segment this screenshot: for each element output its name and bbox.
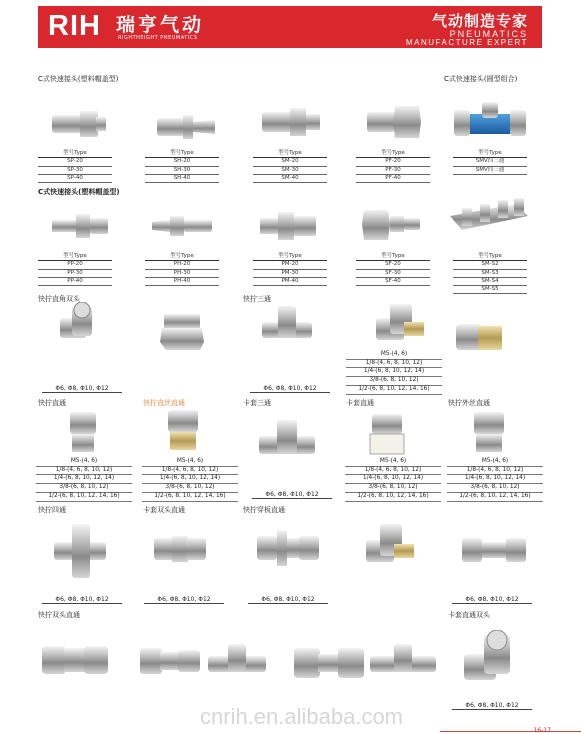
thread-spec-ferrule-straight: M5-(4, 6) 1/8-(4, 6, 8, 10, 12) 1/4-(6, 8, 10, 12, 14) 3/8-(6, 8, 10, 12) 1/2-(6, 8, 10, 12, 14, 16) — [345, 458, 441, 502]
plug-pm-image — [258, 206, 320, 246]
brand-logo: RIH — [48, 10, 101, 42]
plug-ph-image — [150, 208, 216, 244]
union-tee-image — [206, 640, 270, 688]
label-ph: 型号Type PH-20 PH-30 PH-40 — [145, 253, 219, 286]
brand-name-cn: 瑞亨气动 — [116, 14, 205, 36]
section-title-cross: 快拧四通 — [38, 506, 66, 514]
coupler-sh-image — [155, 110, 217, 142]
label-pp: 型号Type PP-20 PP-30 PP-40 — [38, 253, 112, 286]
ferrule-straight-image — [366, 412, 408, 458]
page-number: 16-17 — [533, 727, 551, 734]
plug-sf-image — [362, 204, 424, 244]
thread-spec-straight: M5-(4, 6) 1/8-(4, 6, 8, 10, 12) 1/4-(6, 8, 10, 12, 14) 3/8-(6, 8, 10, 12) 1/2-(6, 8, 10, 12, 14, 16) — [36, 458, 132, 502]
diameter-spec-elbow: Φ6, Φ8, Φ10, Φ12 — [42, 385, 122, 393]
diameter-spec-ferrule-union: Φ6, Φ8, Φ10, Φ12 — [144, 596, 224, 604]
ferrule-elbow-union-image — [460, 630, 530, 692]
plug-pp-image — [50, 208, 112, 244]
reducer-union-image — [138, 640, 206, 682]
elbow-ferrule-image — [362, 522, 418, 578]
section-title-ferrule-union-straight: 卡套直通双头 — [448, 611, 490, 619]
bulkhead-image — [255, 526, 323, 572]
label-pf: 型号Type PF-20 PF-30 PF-40 — [356, 150, 430, 183]
coupler-sp-image — [50, 105, 110, 143]
straight-male-image — [60, 410, 106, 456]
elbow-union-image — [56, 302, 108, 352]
ferrule-tee-2-image — [368, 640, 440, 686]
cross-fitting-image — [52, 520, 110, 582]
ferrule-tee-image — [257, 418, 319, 472]
label-sf: 型号Type SF-20 SF-30 SF-40 — [356, 253, 430, 286]
section-title-ferrule-union: 卡套双头直通 — [143, 506, 185, 514]
ferrule-union-bulkhead-image — [460, 528, 530, 572]
manifold-sm-image — [448, 196, 530, 246]
union-double-image — [292, 640, 368, 686]
label-sh: 型号Type SH-20 SH-30 SH-40 — [145, 150, 219, 183]
elbow-male-image — [370, 302, 428, 350]
section-title-straight-thread: 快拧直丝直通 — [143, 399, 185, 407]
header-banner — [38, 6, 542, 48]
section-title-ferrule-tee: 卡套三通 — [243, 399, 271, 407]
brand-name-en: RIGHTHEIGHT PNEUMATICS — [118, 35, 198, 41]
coupler-sm-image — [260, 104, 322, 140]
label-smv: 型号Type SMV四三通 SMV四三通 — [453, 150, 527, 175]
label-sm: 型号Type SM-20 SM-30 SM-40 — [253, 150, 327, 183]
section-title-c-coupler-plastic-cap-2: C式快速接头(塑料帽盖型) — [38, 188, 120, 196]
watermark: cnrih.en.alibaba.com — [200, 704, 404, 729]
diameter-spec-ferrule-elbow-union: Φ6, Φ8, Φ10, Φ12 — [452, 702, 532, 710]
slogan-en-line1: PNEUMATICS — [449, 29, 528, 39]
slogan-cn: 气动制造专家 — [431, 12, 528, 30]
male-straight-image — [466, 410, 512, 456]
elbow-female-image — [452, 316, 506, 362]
ferrule-union-image — [152, 528, 210, 570]
section-title-c-coupler-combination: C式快速接头(圆型组合) — [444, 75, 518, 83]
coupler-smv-combination-image — [452, 100, 530, 146]
diameter-spec-tee: Φ6, Φ8, Φ10, Φ12 — [250, 385, 330, 393]
label-pm: 型号Type PM-20 PM-30 PM-40 — [253, 253, 327, 286]
section-title-c-coupler-plastic-cap: C式快速接头(塑料帽盖型) — [38, 75, 119, 83]
coupler-pf-image — [365, 102, 423, 142]
section-title-tee: 快拧三通 — [243, 295, 271, 303]
footer-line — [440, 731, 581, 732]
section-title-union-straight: 快拧双头直通 — [38, 611, 80, 619]
label-sp: 型号Type SP-20 SP-30 SP-40 — [38, 150, 112, 183]
section-title-ferrule-straight: 卡套直通 — [346, 399, 374, 407]
thread-spec-straight-thread: M5-(4, 6) 1/8-(4, 6, 8, 10, 12) 1/4-(6, 8, 10, 12, 14) 3/8-(6, 8, 10, 12) 1/2-(6, 8, 10, 12, 14, 16) — [142, 458, 238, 502]
tee-fitting-image — [258, 302, 318, 350]
section-title-elbow-union: 快拧直角双头 — [38, 295, 80, 303]
union-straight-image — [40, 636, 112, 684]
section-title-bulkhead: 快拧穿板直通 — [243, 506, 285, 514]
label-sm-manifold: 型号Type SM-S2 SM-S3 SM-S4 SM-S5 — [453, 253, 527, 294]
straight-thread-image — [160, 408, 206, 454]
section-title-male-straight: 快拧外丝直通 — [448, 399, 490, 407]
section-title-straight: 快拧直通 — [38, 399, 66, 407]
diameter-spec-bulkhead: Φ6, Φ8, Φ10, Φ12 — [248, 596, 328, 604]
straight-fitting-image — [158, 308, 208, 352]
slogan-en-line2: MANUFACTURE EXPERT — [406, 38, 528, 47]
thread-spec-male-straight: M5-(4, 6) 1/8-(4, 6, 8, 10, 12) 1/4-(6, 8, 10, 12, 14) 3/8-(6, 8, 10, 12) 1/2-(6, 8, 10, 12, 14, 16) — [447, 458, 543, 502]
thread-spec-elbow: M5-(4, 6) 1/8-(4, 6, 8, 10, 12) 1/4-(6, 8, 10, 12, 14) 3/8-(6, 8, 10, 12) 1/2-(6, 8, 10, 12, 14, 16) — [346, 351, 442, 395]
diameter-spec-ferrule-tee: Φ6, Φ8, Φ10, Φ12 — [252, 491, 332, 499]
diameter-spec-cross: Φ6, Φ8, Φ10, Φ12 — [42, 596, 122, 604]
diameter-spec-union-bulkhead: Φ6, Φ8, Φ10, Φ12 — [452, 596, 532, 604]
